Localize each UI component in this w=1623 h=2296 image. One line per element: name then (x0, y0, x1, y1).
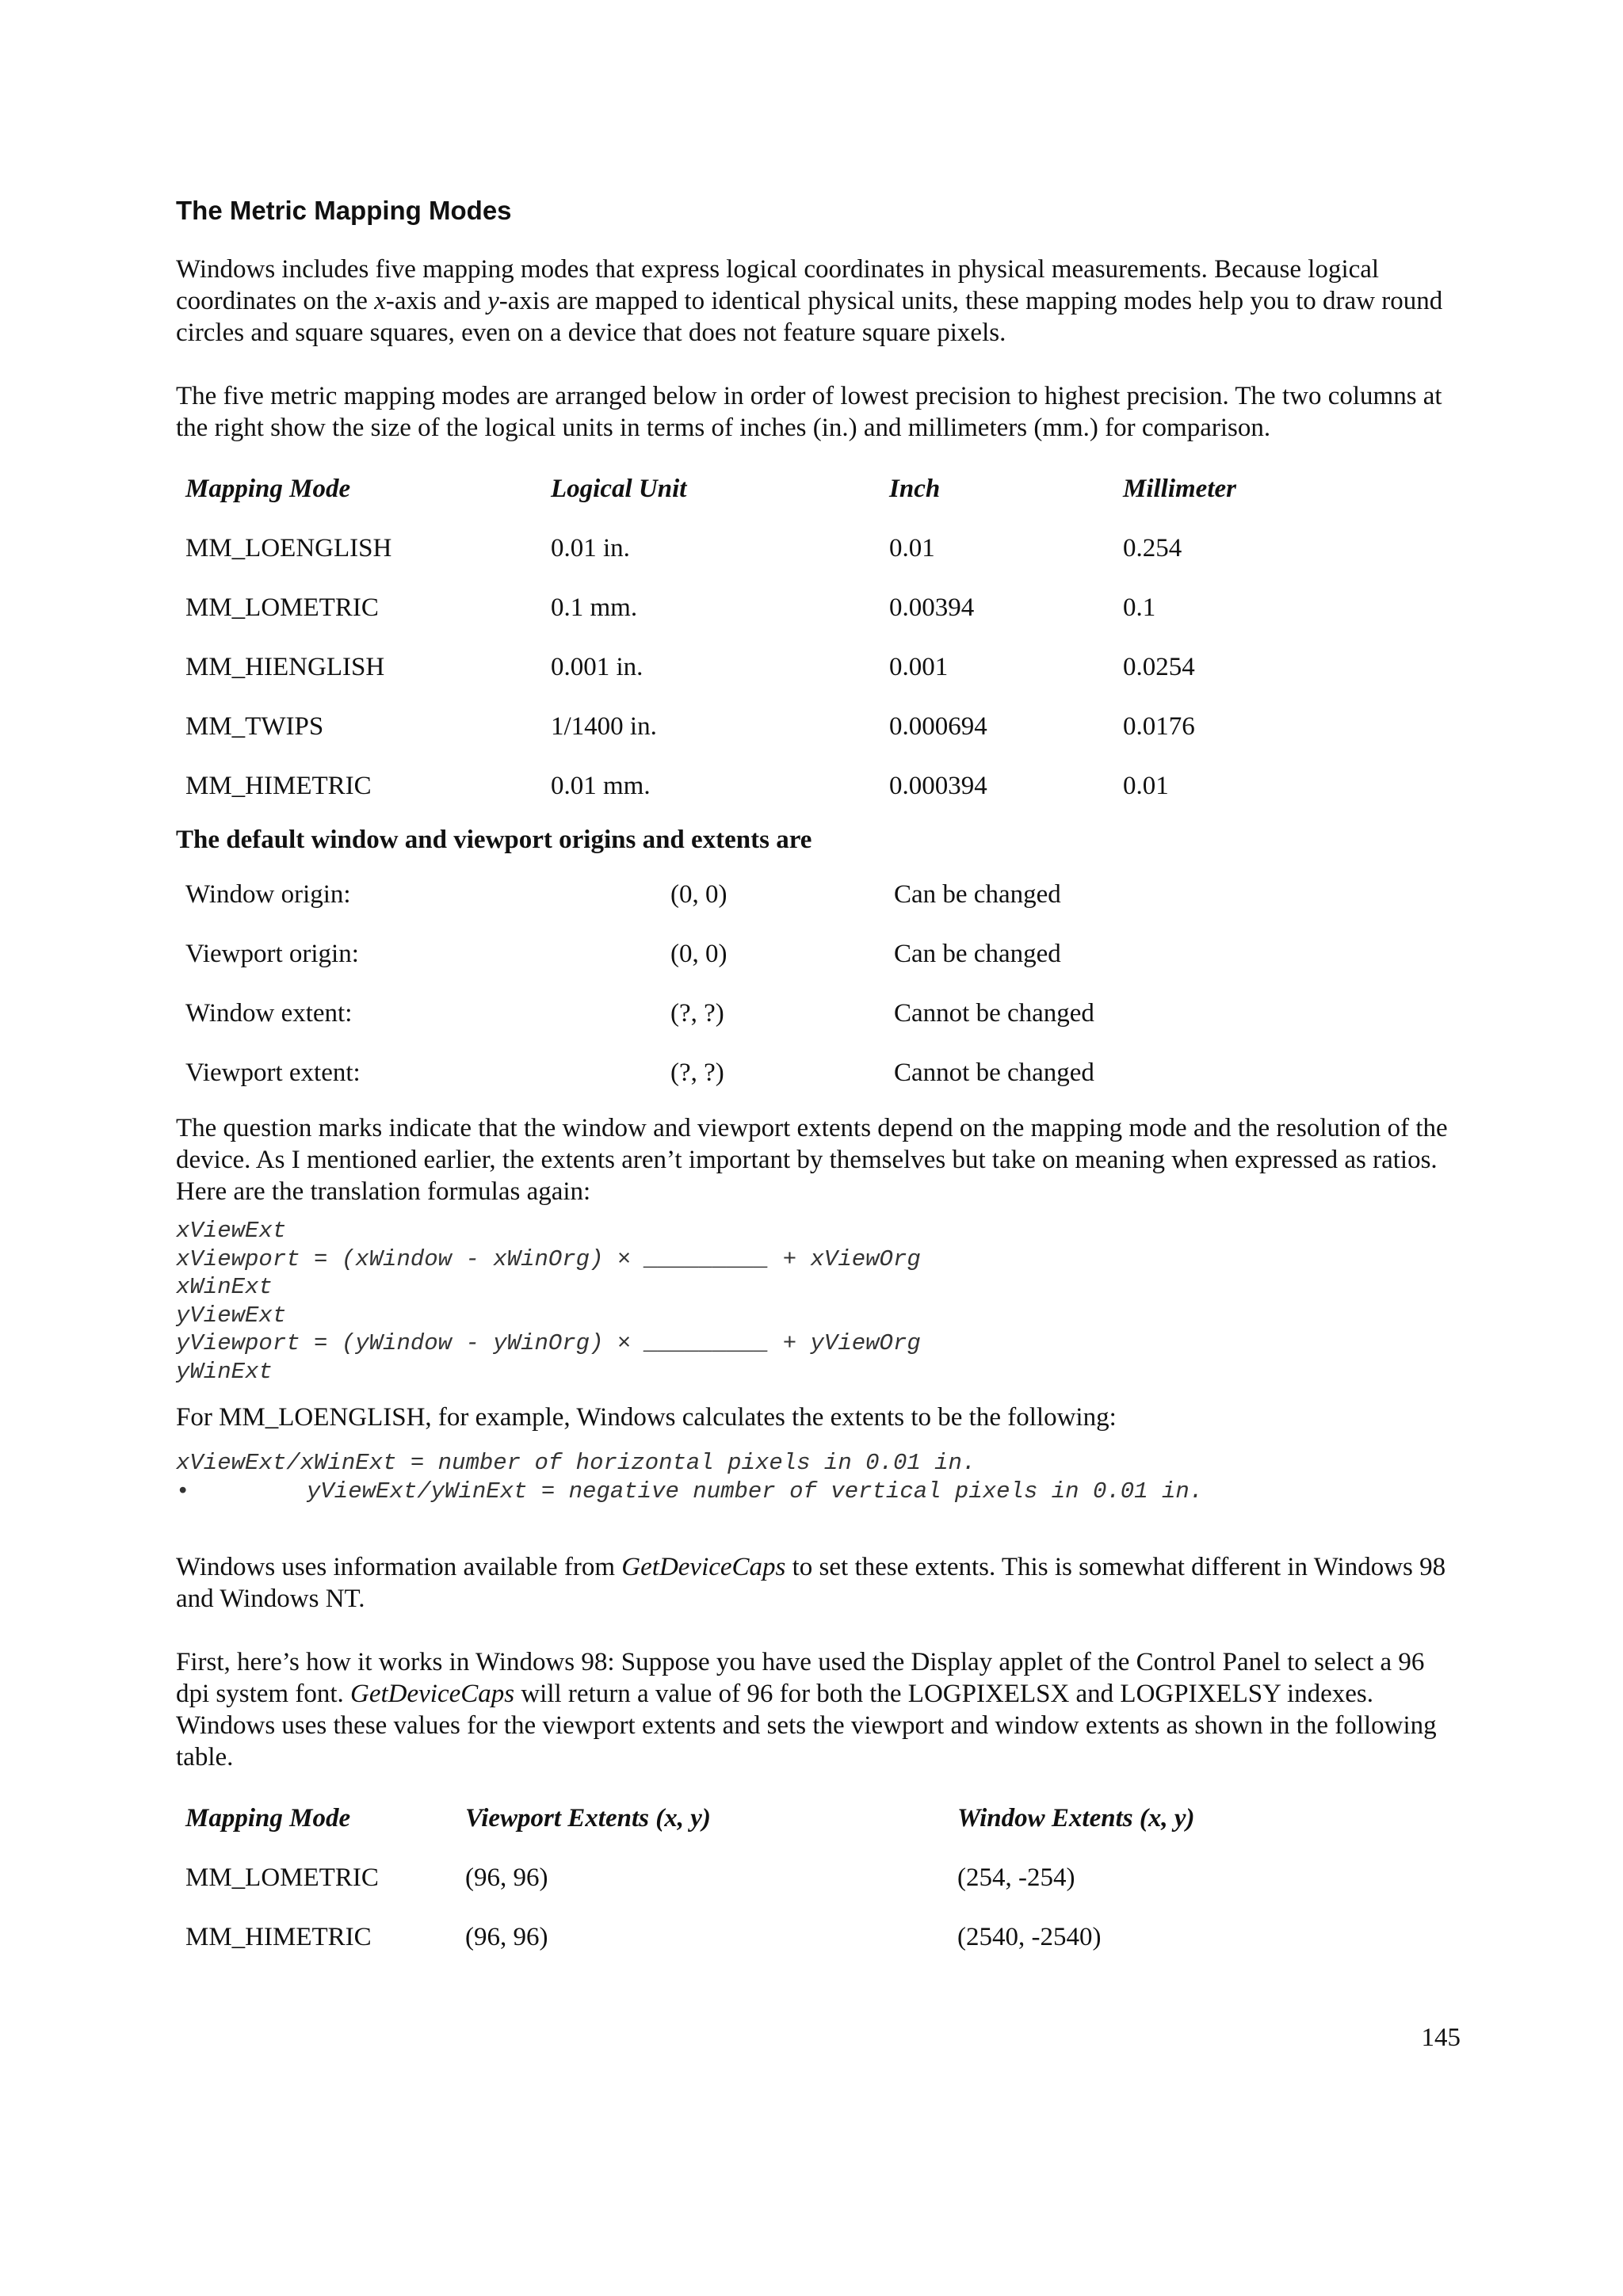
table-cell: Viewport extent: (185, 1058, 361, 1087)
table-cell: MM_HIMETRIC (185, 1923, 372, 1951)
table-cell: Cannot be changed (894, 999, 1094, 1028)
header-cell: Mapping Mode (185, 475, 351, 503)
table-cell: 0.254 (1123, 534, 1182, 563)
formula-line: xViewport = (xWindow - xWinOrg) × _________ + xViewOrg (176, 1245, 921, 1272)
extent-line-bulleted (176, 1478, 1460, 1506)
text-run: x (374, 287, 386, 315)
formula-line: yWinExt (176, 1358, 273, 1385)
table-cell: 0.01 in. (551, 534, 630, 563)
header-cell: Logical Unit (551, 475, 687, 503)
table-cell: (96, 96) (465, 1863, 548, 1892)
formula-line: xViewExt (176, 1218, 287, 1244)
table-cell: Can be changed (894, 940, 1061, 968)
table-row (176, 697, 1460, 757)
header-cell: Millimeter (1123, 475, 1236, 503)
table-row (176, 578, 1460, 638)
intro-paragraph (176, 254, 1460, 349)
text-run: -axis are mapped to identical physical units, these mapping modes help you to draw round circles and square squares, even on a device that does not feature square pixels. (176, 287, 1443, 347)
table-cell: 0.0254 (1123, 653, 1195, 681)
table-cell: Can be changed (894, 880, 1061, 909)
table-header-row (176, 1789, 1460, 1848)
text-run: Windows includes five mapping modes that express logical coordinates in physical measurements. Because logical coordinates on the (176, 255, 1380, 315)
table-cell: 0.01 (1123, 772, 1169, 800)
extents-table (176, 1789, 1460, 1967)
table-cell: 0.01 (889, 534, 935, 563)
getdevicecaps-paragraph (176, 1551, 1460, 1615)
table-row (176, 757, 1460, 816)
table-cell: MM_LOENGLISH (185, 534, 392, 563)
table-cell: MM_HIMETRIC (185, 772, 372, 800)
translation-formulas (176, 1217, 1460, 1386)
extent-line: xViewExt/xWinExt = number of horizontal pixels in 0.01 in. (176, 1450, 976, 1476)
text-run: to set these extents. This is somewhat different in Windows 98 and Windows NT. (176, 1553, 1446, 1613)
formula-line: xWinExt (176, 1274, 273, 1300)
metric-modes-table (176, 460, 1460, 816)
table-cell: MM_LOMETRIC (185, 593, 379, 622)
table-cell: (254, -254) (957, 1863, 1075, 1892)
question-marks-paragraph: The question marks indicate that the window and viewport extents depend on the mapping mode and the resolution of the device. As I mentioned earlier, the extents aren’t important by themselves but take on meaning when expressed as ratios. Here are the translation formulas again: (176, 1114, 1448, 1206)
defaults-heading: The default window and viewport origins and extents are (176, 826, 812, 854)
text-run: -axis and (385, 287, 488, 315)
table-row (176, 984, 1460, 1043)
table-cell: Viewport origin: (185, 940, 359, 968)
text-run: y (487, 287, 499, 315)
table-row (176, 638, 1460, 697)
extent-line: yViewExt/yWinExt = negative number of vertical pixels in 0.01 in. (307, 1478, 1204, 1505)
table-cell: 0.1 (1123, 593, 1156, 622)
formula-line: yViewExt (176, 1302, 287, 1329)
table-cell: (0, 0) (670, 940, 727, 968)
table-header-row (176, 460, 1460, 519)
table-cell: (96, 96) (465, 1923, 548, 1951)
metric-modes-paragraph: The five metric mapping modes are arranged below in order of lowest precision to highest precision. The two columns at the right show the size of the logical units in terms of inches (in.) and millimeters (mm.) for comparison. (176, 382, 1442, 442)
table-cell: (?, ?) (670, 999, 724, 1028)
table-cell: MM_HIENGLISH (185, 653, 385, 681)
table-cell: 0.01 mm. (551, 772, 651, 800)
table-cell: Window extent: (185, 999, 353, 1028)
section-title: The Metric Mapping Modes (176, 196, 512, 225)
header-cell: Mapping Mode (185, 1804, 351, 1833)
page-number: 145 (1421, 2023, 1461, 2052)
table-cell: 0.1 mm. (551, 593, 638, 622)
table-cell: 0.001 in. (551, 653, 643, 681)
table-cell: (?, ?) (670, 1058, 724, 1087)
document-page (176, 195, 1460, 1967)
table-row (176, 519, 1460, 578)
header-cell: Inch (889, 475, 941, 503)
table-cell: 0.0176 (1123, 712, 1195, 741)
formula-line: yViewport = (yWindow - yWinOrg) × _________ + yViewOrg (176, 1330, 921, 1356)
table-cell: 1/1400 in. (551, 712, 657, 741)
table-cell: (0, 0) (670, 880, 727, 909)
text-run: First, here’s how it works in Windows 98: Suppose you have used the Display applet of the Control Panel to select a 96 dpi system font. (176, 1648, 1425, 1708)
defaults-table (176, 865, 1460, 1103)
table-row (176, 865, 1460, 925)
table-cell: Cannot be changed (894, 1058, 1094, 1087)
table-row (176, 1848, 1460, 1908)
table-cell: MM_TWIPS (185, 712, 324, 741)
function-name: GetDeviceCaps (350, 1680, 515, 1708)
table-row (176, 1043, 1460, 1103)
table-cell: (2540, -2540) (957, 1923, 1102, 1951)
extent-formulas (176, 1449, 1460, 1505)
table-cell: 0.001 (889, 653, 949, 681)
header-cell: Window Extents (x, y) (957, 1804, 1195, 1833)
table-cell: 0.000694 (889, 712, 987, 741)
bullet-icon: • (176, 1478, 190, 1505)
function-name: GetDeviceCaps (621, 1553, 786, 1581)
text-run: will return a value of 96 for both the LOGPIXELSX and LOGPIXELSY indexes. Windows uses these values for the viewport extents and sets the viewport and window extents as shown in the following table. (176, 1680, 1437, 1772)
windows98-paragraph (176, 1646, 1460, 1773)
table-cell: Window origin: (185, 880, 351, 909)
table-cell: MM_LOMETRIC (185, 1863, 379, 1892)
text-run: Windows uses information available from (176, 1553, 622, 1581)
loenglish-paragraph: For MM_LOENGLISH, for example, Windows calculates the extents to be the following: (176, 1403, 1117, 1432)
header-cell: Viewport Extents (x, y) (465, 1804, 711, 1833)
table-cell: 0.000394 (889, 772, 987, 800)
table-cell: 0.00394 (889, 593, 975, 622)
table-row (176, 925, 1460, 984)
table-row (176, 1908, 1460, 1967)
